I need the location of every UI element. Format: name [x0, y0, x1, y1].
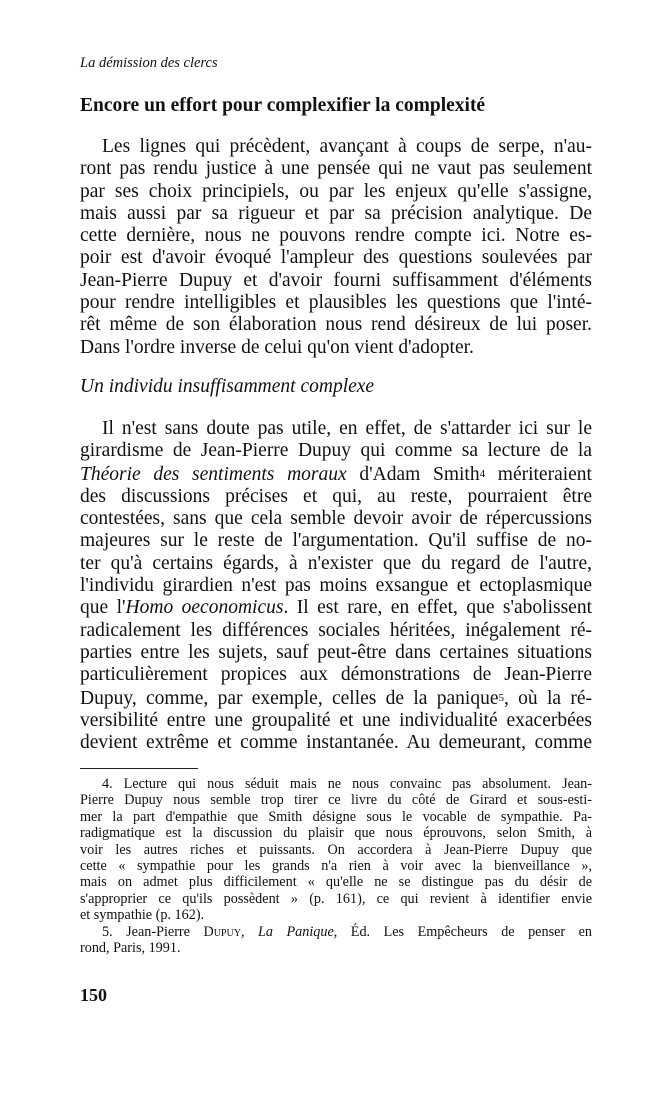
paragraph-text: , où la ré- [504, 687, 592, 709]
footnote-line: rond, Paris, 1991. [80, 940, 181, 957]
subsection-title: Un individu insuffisamment complexe [80, 376, 375, 397]
book-title: La Panique [257, 923, 334, 940]
paragraph-2 [80, 418, 592, 754]
paragraph-line: pour rendre intelligibles et plausibles les questions que l'inté- [80, 292, 592, 314]
paragraph-text: que l' [80, 597, 126, 619]
paragraph-line: devient extrême et comme instantanée. Au demeurant, comme [80, 732, 592, 754]
footnote-ref-4: 4 [479, 467, 486, 480]
paragraph-line: mais aussi par sa rigueur et par sa précision analytique. De [80, 202, 592, 224]
paragraph-line: versibilité entre une groupalité et une individualité exacerbées [80, 709, 592, 731]
paragraph-1 [80, 136, 592, 359]
book-title: Théorie des sentiments moraux [80, 463, 347, 485]
paragraph-line: majeures sur le reste de l'argumentation. Qu'il suffise de no- [80, 530, 592, 552]
footnote-ref-5: 5 [498, 691, 504, 704]
paragraph-line: des discussions précises et qui, au reste, pourraient être [80, 485, 592, 507]
footnote-line: s'approprier ce qu'ils possèdent » (p. 161), ce qui revient à identifier envie [80, 890, 592, 907]
paragraph-line: radicalement les différences sociales héritées, inégalement ré- [80, 619, 592, 641]
footnote-text: , Éd. Les Empêcheurs de penser en [333, 923, 592, 940]
paragraph-line: par ses choix principiels, ou par les enjeux qu'elle s'assigne, [80, 180, 592, 202]
footnote-divider [80, 768, 198, 769]
footnote-line: voir les autres riches et puissants. On accordera à Jean-Pierre Dupuy que [80, 841, 592, 858]
paragraph-line: ter qu'à certains égards, à n'exister que du regard de l'autre, [80, 552, 592, 574]
paragraph-text: d'Adam Smith [346, 463, 480, 485]
paragraph-line: girardisme de Jean-Pierre Dupuy qui comme sa lecture de la [80, 440, 592, 462]
paragraph-line [80, 463, 592, 486]
paragraph-line: rêt même de son élaboration nous rend désireux de lui poser. [80, 314, 592, 336]
paragraph-line: Il n'est sans doute pas utile, en effet, de s'attarder ici sur le [102, 418, 592, 439]
paragraph-line: poir est d'avoir évoqué l'ampleur des questions soulevées par [80, 247, 592, 269]
footnote-line: mais on admet plus difficilement « qu'elle ne se distingue pas du désir de [80, 874, 592, 891]
footnote-line: cette « sympathie pour les grands n'a rien à voir avec la bienveillance », [80, 858, 592, 875]
paragraph-text: mériteraient [485, 463, 592, 485]
footnote-line: et sympathie (p. 162). [80, 907, 205, 924]
paragraph-line: l'individu girardien n'est pas moins exsangue et ectoplasmique [80, 575, 592, 597]
footnotes [80, 776, 592, 956]
footnote-line: radigmatique est la discussion du plaisir que nous éprouvons, selon Smith, à [80, 825, 592, 842]
footnote-line: mer la part d'empathie que Smith désigne sous le vocable de sympathie. Pa- [80, 808, 592, 825]
paragraph-line: Les lignes qui précèdent, avançant à coups de serpe, n'au- [102, 136, 592, 157]
paragraph-text: . Il est rare, en effet, que s'abolissent [283, 597, 592, 619]
running-header: La démission des clercs [80, 55, 218, 71]
latin-term: Homo oeconomicus [125, 597, 284, 619]
footnote-text: 5. Jean-Pierre [102, 923, 204, 940]
footnote-text: , [240, 923, 258, 940]
paragraph-line: Dans l'ordre inverse de celui qu'on vient d'adopter. [80, 336, 474, 358]
paragraph-line: parties entre les sujets, sauf peut-être dans certaines situations [80, 641, 592, 663]
paragraph-line: particulièrement propices aux démonstrations de Jean-Pierre [80, 664, 592, 686]
paragraph-line: contestées, sans que cela semble devoir avoir de répercussions [80, 508, 592, 530]
paragraph-line [80, 597, 592, 619]
page-number: 150 [80, 985, 107, 1005]
paragraph-text: Dupuy, comme, par exemple, celles de la panique [80, 687, 499, 709]
paragraph-line: cette dernière, nous ne pouvons rendre compte ici. Notre es- [80, 225, 592, 247]
footnote-line: 4. Lecture qui nous séduit mais ne nous convainc pas absolument. Jean- [102, 776, 592, 792]
footnote-line [80, 924, 592, 940]
section-title: Encore un effort pour complexifier la complexité [80, 95, 486, 116]
paragraph-line [80, 687, 592, 710]
footnote-line: Pierre Dupuy nous semble trop tirer ce livre du côté de Girard et sous-esti- [80, 792, 592, 809]
author-name: Dupuy [203, 923, 241, 940]
paragraph-line: ront pas rendu justice à une pensée qui ne vaut pas seulement [80, 158, 592, 180]
paragraph-line: Jean-Pierre Dupuy et d'avoir fourni suffisamment d'éléments [80, 269, 592, 291]
